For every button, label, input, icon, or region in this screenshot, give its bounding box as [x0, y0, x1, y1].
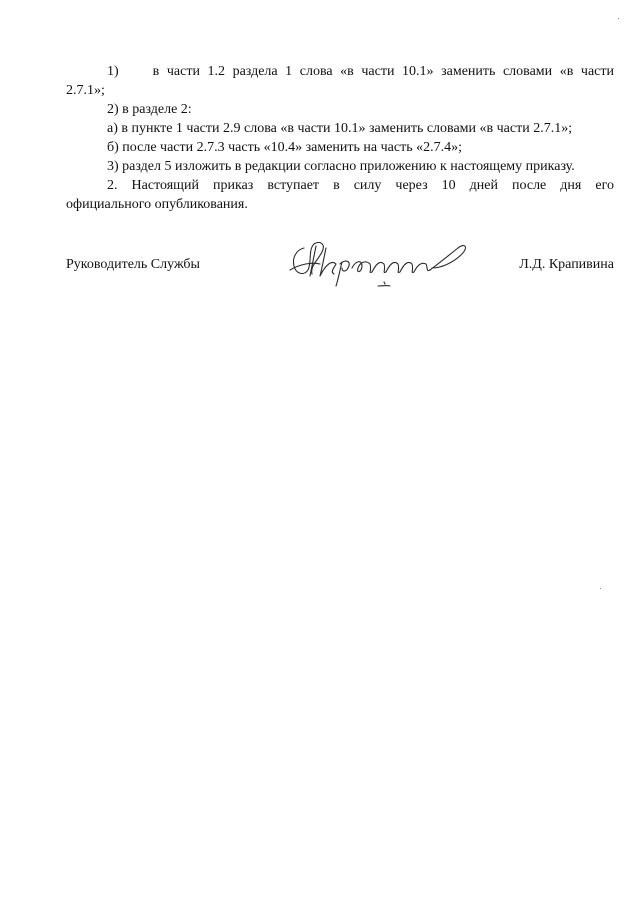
item-1-line [66, 62, 614, 81]
item-2b: б) после части 2.7.3 часть «10.4» заменить на часть «2.7.4»; [107, 140, 462, 155]
item-2a: а) в пункте 1 части 2.9 слова «в части 10.1» заменить словами «в части 2.7.1»; [107, 121, 573, 136]
clause-2-continuation: официального опубликования. [66, 197, 248, 212]
handwritten-signature-icon [286, 234, 472, 296]
signer-role: Руководитель Службы [66, 257, 200, 272]
item-1-number: 1) [107, 64, 119, 79]
item-1-continuation: 2.7.1»; [66, 83, 105, 98]
scan-speck [618, 18, 619, 19]
item-1-text: в части 1.2 раздела 1 слова «в части 10.1» заменить словами «в части [152, 64, 614, 79]
item-2-heading: 2) в разделе 2: [107, 102, 192, 117]
clause-2-line: 2. Настоящий приказ вступает в силу через 10 дней после дня его [107, 178, 614, 193]
item-3: 3) раздел 5 изложить в редакции согласно приложению к настоящему приказу. [107, 159, 575, 174]
scan-speck [600, 588, 601, 589]
signer-name: Л.Д. Крапивина [519, 257, 614, 272]
document-body [66, 62, 614, 214]
